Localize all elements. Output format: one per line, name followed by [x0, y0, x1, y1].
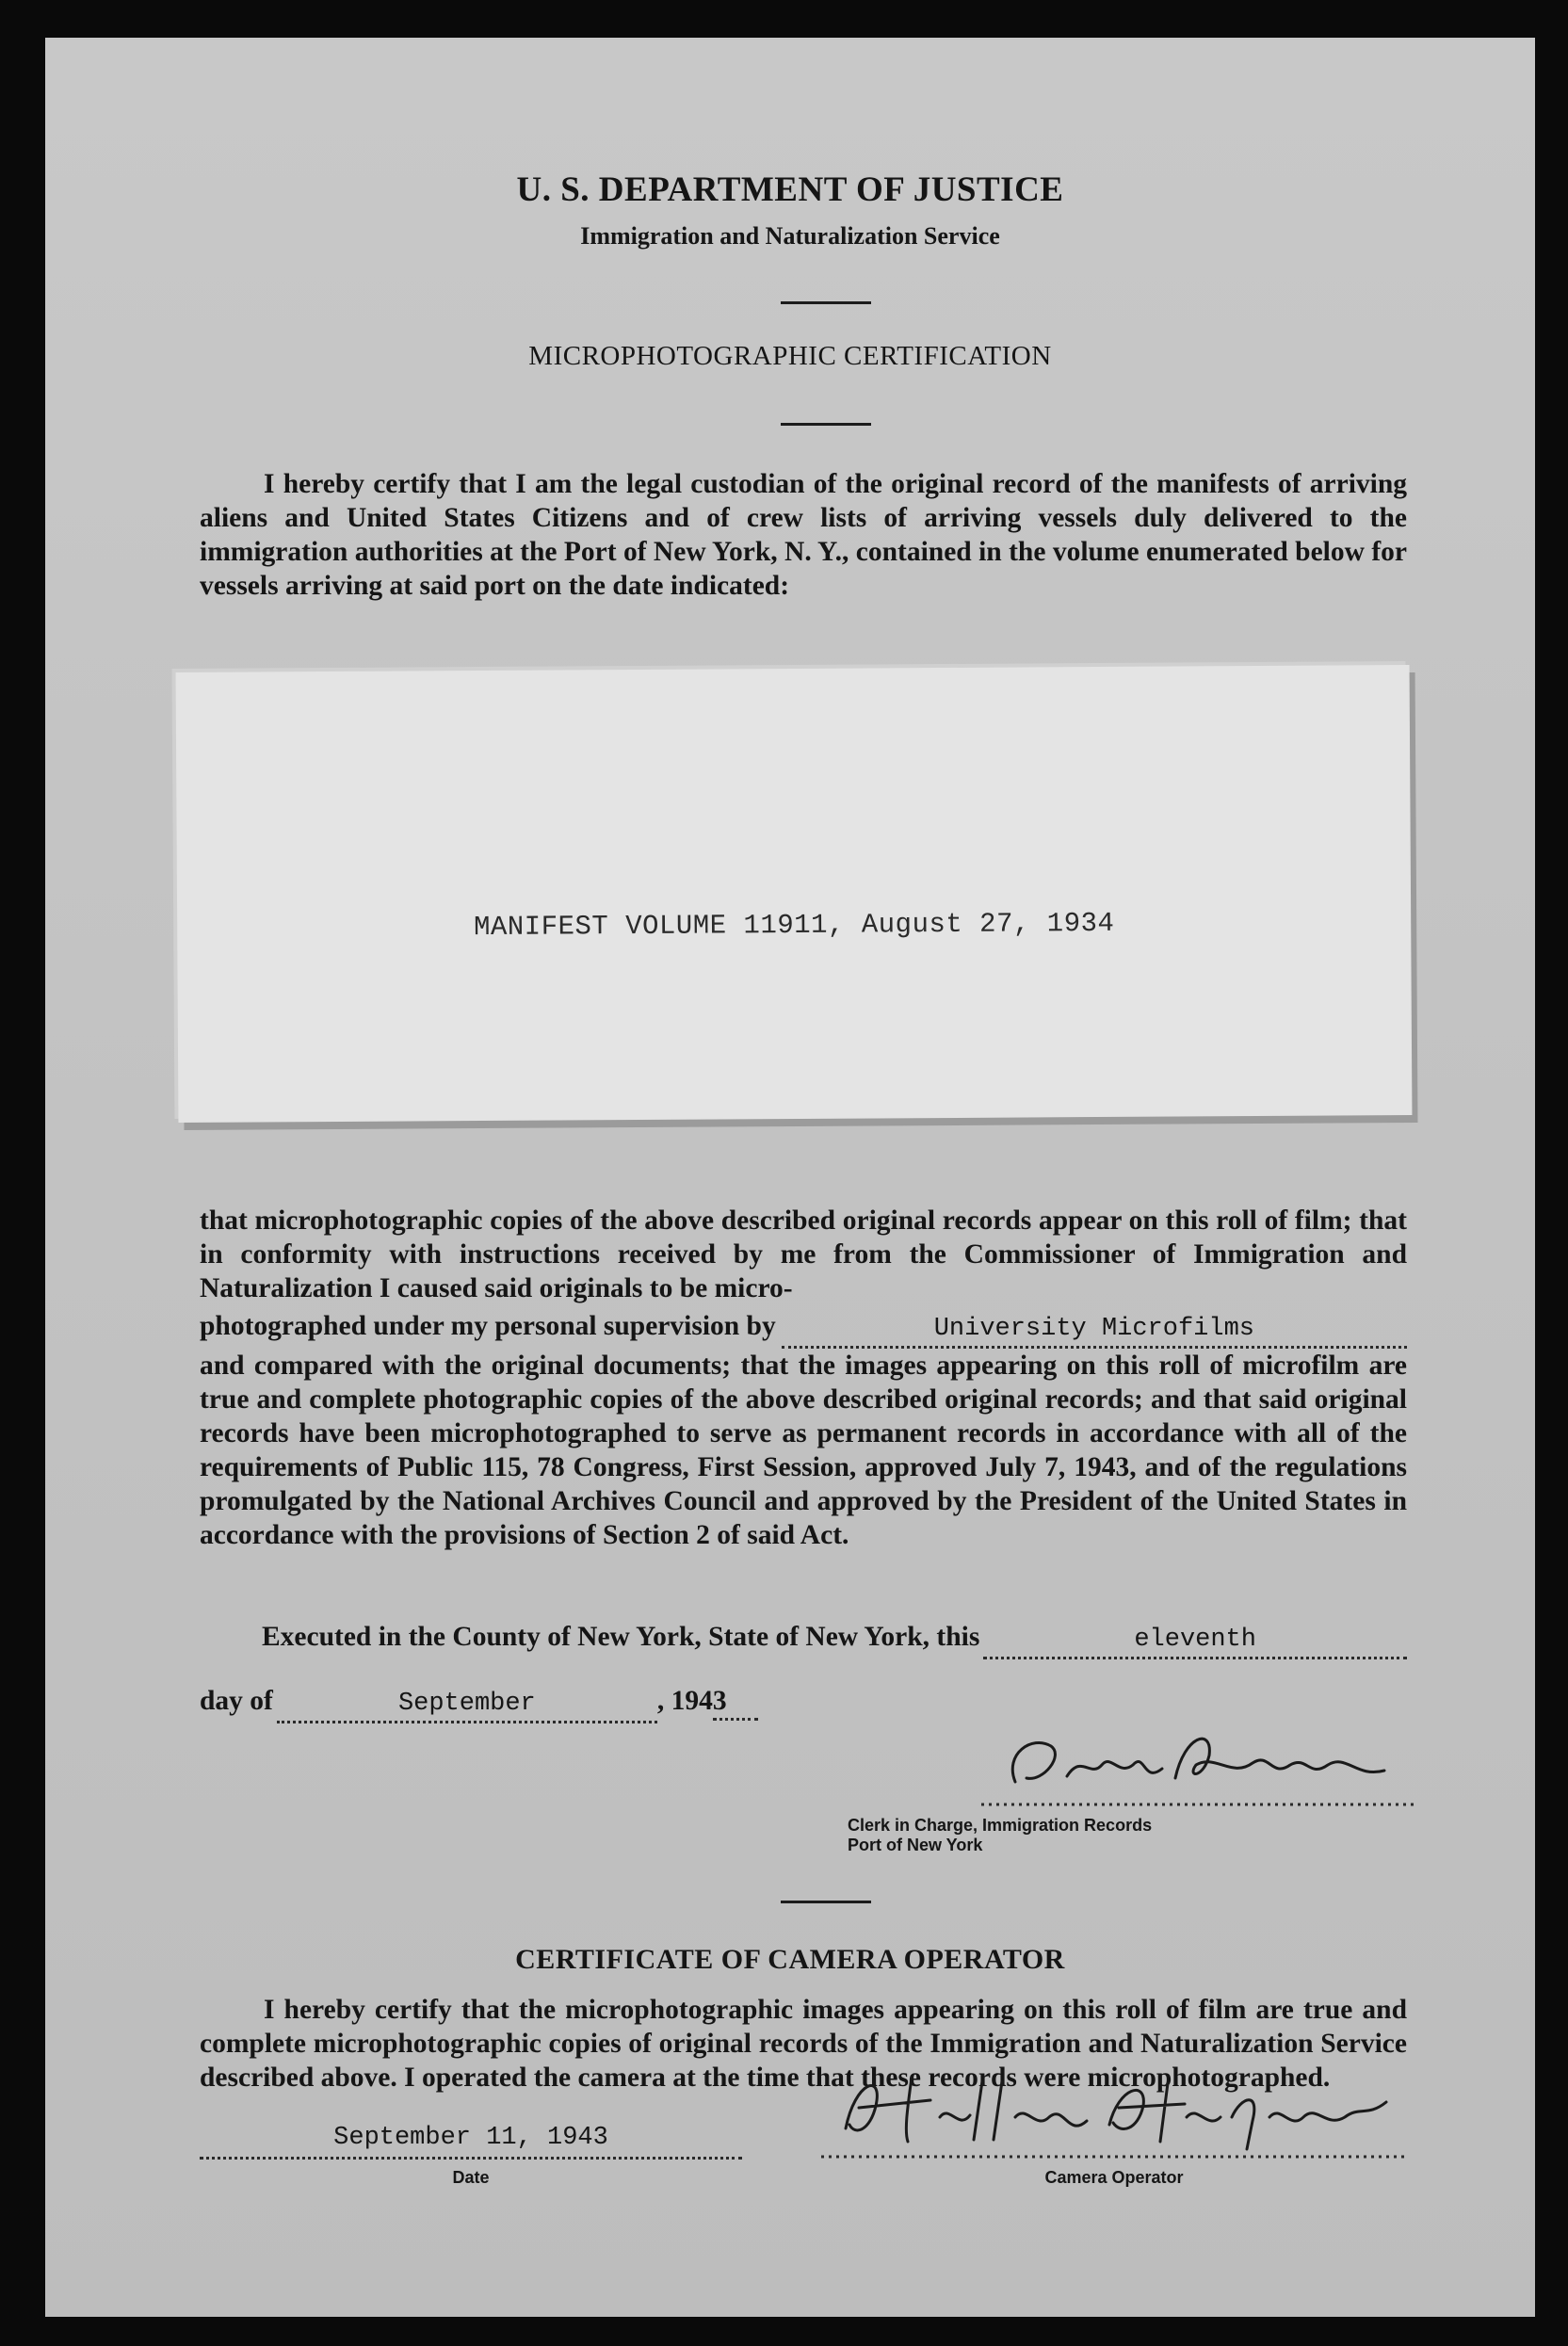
photographed-by-field: [782, 1309, 1407, 1349]
date-line: [200, 1684, 915, 1723]
department-title: U. S. DEPARTMENT OF JUSTICE: [516, 170, 1064, 209]
photographed-by-value: University Microfilms: [933, 1315, 1254, 1343]
certification-title: MICROPHOTOGRAPHIC CERTIFICATION: [528, 341, 1052, 371]
camera-date-label: Date: [452, 2168, 490, 2187]
clerk-label-line2: Port of New York: [848, 1836, 983, 1854]
photographed-by-prefix: photographed under my personal supervision by: [200, 1311, 776, 1341]
camera-operator-signature: [817, 2063, 1411, 2162]
year-digit: 3: [712, 1686, 727, 1716]
divider-mid: [781, 423, 871, 426]
divider-top: [781, 301, 871, 304]
body-paragraph: [200, 1204, 1407, 1552]
document-sheet: [45, 38, 1535, 2317]
body-lead: that microphotographic copies of the above described original records appear on this roll of film; that in conformity with instructions received by me from the Commissioner of Immigration and Naturalization I caused said originals to be micro-: [200, 1205, 1407, 1303]
month-field: [277, 1684, 657, 1723]
year-prefix: , 194: [656, 1686, 713, 1716]
camera-operator-label: Camera Operator: [1044, 2168, 1184, 2187]
camera-certificate-title: CERTIFICATE OF CAMERA OPERATOR: [515, 1944, 1065, 1975]
service-subtitle: Immigration and Naturalization Service: [580, 222, 1000, 250]
year-field: [713, 1684, 758, 1721]
camera-certificate-text: I hereby certify that the microphotographic images appearing on this roll of film are true and complete microphotographic copies of original records of the Immigration and Naturalization Service described above. I operated the camera at the time that these records were microphotographed.: [200, 1995, 1407, 2093]
clerk-label-line1: Clerk in Charge, Immigration Records: [848, 1816, 1153, 1835]
divider-bottom: [781, 1901, 871, 1903]
intro-paragraph: I hereby certify that I am the legal custodian of the original record of the manifests of arriving aliens and United States Citizens and of crew lists of arriving vessels duly delivered to the immigration authorities at the Port of New York, N. Y., contained in the volume enumerated below for vessels arriving at said port on the date indicated:: [200, 469, 1407, 601]
execution-prefix: Executed in the County of New York, State of New York, this: [262, 1622, 980, 1652]
clerk-signature: [978, 1716, 1420, 1810]
photographed-by-line: [200, 1309, 1407, 1349]
month-value: September: [397, 1690, 536, 1718]
clerk-label: [848, 1816, 1152, 1855]
manifest-slip: [176, 665, 1413, 1123]
camera-date-field: [200, 2119, 742, 2160]
execution-day-field: [983, 1620, 1407, 1659]
execution-line: [262, 1620, 1407, 1659]
manifest-volume-text: MANIFEST VOLUME 11911, August 27, 1934: [473, 907, 1115, 944]
day-of-label: day of: [200, 1686, 273, 1716]
execution-day-value: eleventh: [1134, 1626, 1256, 1654]
body-rest: and compared with the original documents; that the images appearing on this roll of microfilm are true and complete photographic copies of the above described original records; and that said original records have been microphotographed to serve as permanent records in accordance with all of the requirements of Public 115, 78 Congress, First Session, approved July 7, 1943, and of the regulations promulgated by the National Archives Council and approved by the President of the United States in accordance with the provisions of Section 2 of said Act.: [200, 1351, 1407, 1550]
camera-date-value: September 11, 1943: [333, 2124, 608, 2152]
